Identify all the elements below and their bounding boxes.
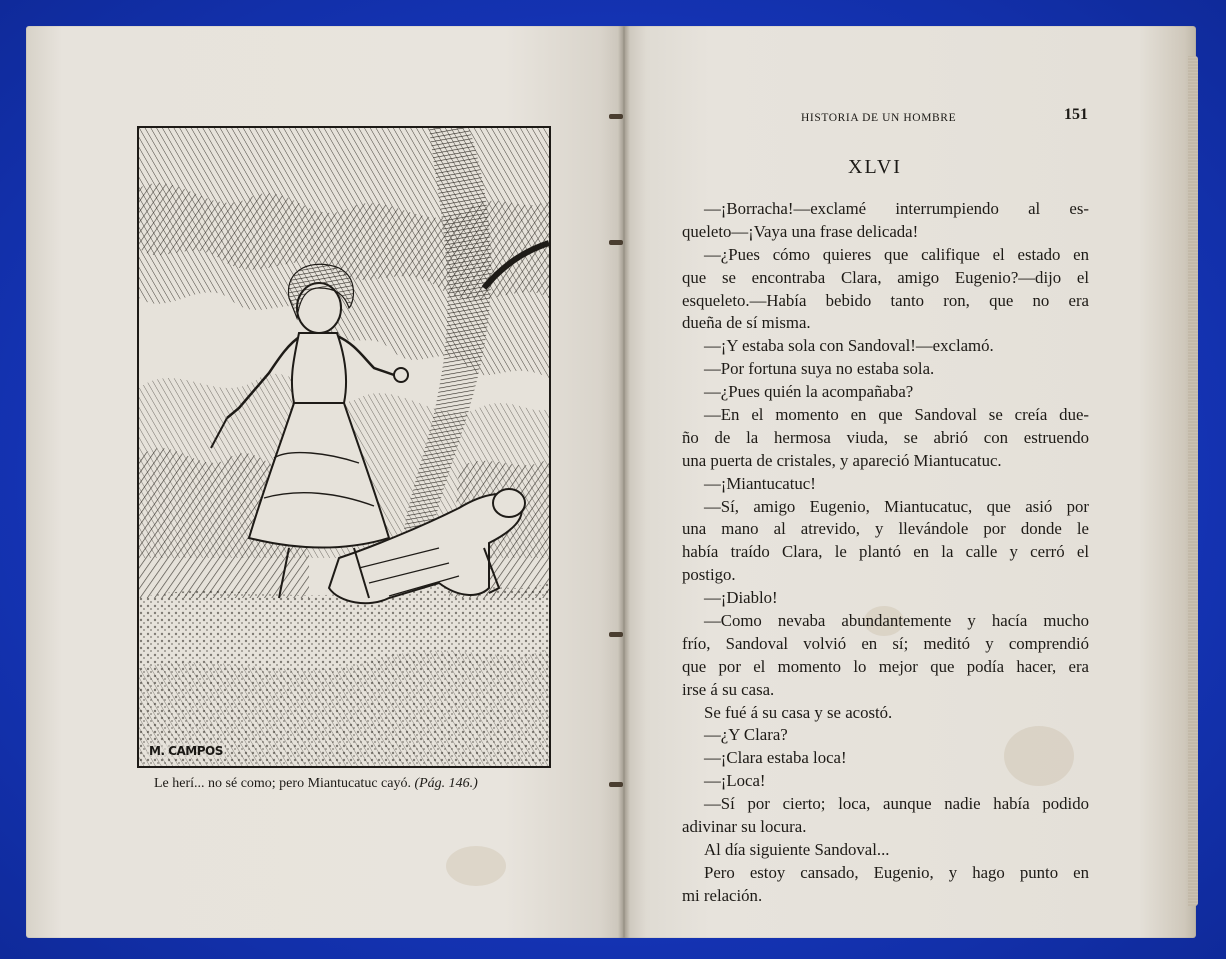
text-line: —Por fortuna suya no estaba sola. [704,359,935,379]
text-line: irse á su casa. [682,679,775,699]
illustration-caption [154,776,574,792]
text-line: —¿Pues quién la acompañaba? [704,382,914,402]
text-line: Al día siguiente Sandoval... [704,839,890,859]
text-line: Pero estoy cansado, Eugenio, y hago punto en [704,862,1089,882]
body-text [682,198,1089,908]
text-line: adivinar su locura. [682,817,807,837]
text-line: —Como nevaba abundantemente y hacía mucho [704,611,1089,631]
paper-stain [446,846,506,886]
text-line: —¡Y estaba sola con Sandoval!—exclamó. [704,336,994,356]
text-line: una puerta de cristales, y apareció Miantucatuc. [682,450,1002,470]
text-line: —¡Borracha!—exclamé interrumpiendo al es- [704,199,1089,218]
engraving-image [139,128,549,766]
text-line: —¡Loca! [704,771,766,791]
running-head: HISTORIA DE UN HOMBRE [801,112,957,124]
left-page [26,26,624,938]
book-gutter [618,26,630,938]
text-line: —Sí por cierto; loca, aunque nadie había podido [704,794,1089,814]
text-line: una mano al atrevido, y llevándole por donde le [682,519,1089,539]
binding-stitch [609,632,623,637]
text-line: esqueleto.—Había bebido tanto ron, que no era [682,290,1089,310]
binding-stitch [609,240,623,245]
text-line: —Sí, amigo Eugenio, Miantucatuc, que asió por [704,496,1089,516]
page-edges [1188,56,1198,906]
binding-stitch [609,782,623,787]
text-line: postigo. [682,565,736,585]
text-line: —En el momento en que Sandoval se creía due- [704,405,1089,425]
binding-stitch [609,114,623,119]
text-line: —¡Diablo! [704,588,778,608]
text-line: —¡Miantucatuc! [704,473,816,493]
caption-page-reference: (Pág. 146.) [414,776,478,791]
text-line: Se fué á su casa y se acostó. [704,702,893,722]
text-line: que por el momento lo mejor que podía hacer, era [682,656,1089,676]
chapter-heading: XLVI [848,156,902,178]
text-line: mi relación. [682,885,763,905]
text-line: —¿Pues cómo quieres que califique el estado en [704,244,1089,264]
text-line: frío, Sandoval volvió en sí; meditó y comprendió [682,633,1089,653]
artist-signature: M. CAMPOS [149,744,223,758]
text-line: ño de la hermosa viuda, se abrió con estruendo [682,427,1089,447]
text-line: dueña de sí misma. [682,313,811,333]
page-number: 151 [1064,106,1088,123]
caption-text: Le herí... no sé como; pero Miantucatuc cayó. [154,776,411,791]
text-line: —¿Y Clara? [704,725,788,745]
text-line: queleto—¡Vaya una frase delicada! [682,221,919,241]
text-line: —¡Clara estaba loca! [704,748,847,768]
text-line: que se encontraba Clara, amigo Eugenio?—dijo el [682,267,1089,287]
text-line: había traído Clara, le plantó en la calle y cerró el [682,542,1089,562]
illustration [137,126,551,768]
